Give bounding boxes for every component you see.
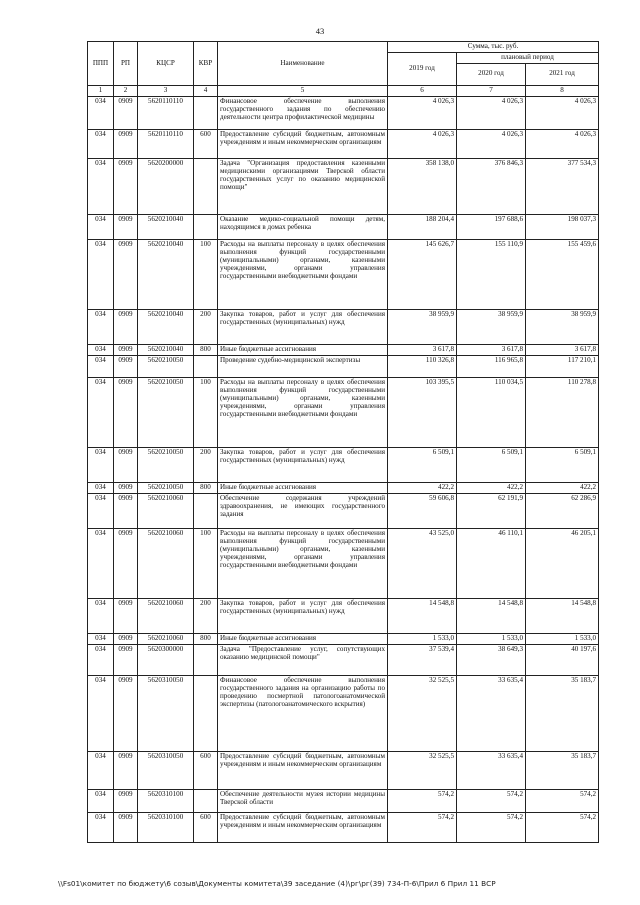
cell-ppp: 034 [88,447,114,482]
cell-2019: 37 539,4 [388,644,457,675]
cell-kvr: 200 [194,598,218,633]
table-row [88,239,599,309]
cell-ppp: 034 [88,598,114,633]
cell-kvr [194,355,218,377]
cell-name: Оказание медико-социальной помощи детям, находящимся в домах ребенка [218,214,388,239]
cell-2020: 110 034,5 [457,377,526,447]
cell-kvr: 800 [194,344,218,355]
cell-2021: 110 278,8 [526,377,599,447]
cell-2019: 4 026,3 [388,129,457,158]
cell-2019: 32 525,5 [388,675,457,751]
column-number: 3 [138,85,194,96]
cell-kvr: 100 [194,239,218,309]
cell-2021: 574,2 [526,789,599,812]
table-row [88,789,599,812]
cell-2021: 4 026,3 [526,129,599,158]
cell-2021: 198 037,3 [526,214,599,239]
cell-kcsr: 5620210060 [138,528,194,598]
cell-kcsr: 5620210040 [138,344,194,355]
cell-kvr [194,789,218,812]
cell-2019: 358 138,0 [388,158,457,214]
cell-2021: 62 286,9 [526,493,599,528]
table-row [88,158,599,214]
table-row [88,598,599,633]
cell-ppp: 034 [88,528,114,598]
cell-2020: 33 635,4 [457,751,526,789]
cell-ppp: 034 [88,633,114,644]
cell-2019: 4 026,3 [388,96,457,129]
cell-kvr: 100 [194,528,218,598]
column-numbers-row [88,85,599,96]
column-number: 2 [114,85,138,96]
table-row [88,493,599,528]
column-number: 4 [194,85,218,96]
cell-2021: 38 959,9 [526,309,599,344]
cell-kvr: 200 [194,309,218,344]
cell-ppp: 034 [88,96,114,129]
table-row [88,751,599,789]
header-kcsr: КЦСР [138,42,194,86]
cell-rp: 0909 [114,812,138,842]
cell-rp: 0909 [114,528,138,598]
cell-ppp: 034 [88,644,114,675]
budget-table [87,41,599,843]
cell-2021: 117 210,1 [526,355,599,377]
cell-kvr: 100 [194,377,218,447]
cell-name: Закупка товаров, работ и услуг для обеспечения государственных (муниципальных) нужд [218,309,388,344]
cell-rp: 0909 [114,377,138,447]
cell-2019: 1 533,0 [388,633,457,644]
cell-kcsr: 5620210050 [138,447,194,482]
table-row [88,344,599,355]
cell-rp: 0909 [114,344,138,355]
cell-2020: 62 191,9 [457,493,526,528]
column-number: 6 [388,85,457,96]
header-rp: РП [114,42,138,86]
cell-rp: 0909 [114,482,138,493]
table-row [88,377,599,447]
cell-2021: 35 183,7 [526,751,599,789]
cell-rp: 0909 [114,493,138,528]
table-row [88,309,599,344]
cell-rp: 0909 [114,789,138,812]
page-number: 43 [315,26,325,36]
header-sum: Сумма, тыс. руб. [388,42,599,53]
cell-ppp: 034 [88,129,114,158]
cell-name: Задача "Предоставление услуг, сопутствующих оказанию медицинской помощи" [218,644,388,675]
header-planned-period: плановый период [457,53,599,64]
cell-rp: 0909 [114,129,138,158]
cell-2019: 6 509,1 [388,447,457,482]
cell-ppp: 034 [88,377,114,447]
cell-ppp: 034 [88,482,114,493]
table-row [88,675,599,751]
cell-ppp: 034 [88,812,114,842]
cell-kvr [194,96,218,129]
cell-2021: 6 509,1 [526,447,599,482]
header-2019: 2019 год [388,53,457,86]
cell-ppp: 034 [88,675,114,751]
cell-name: Иные бюджетные ассигнования [218,633,388,644]
cell-kvr [194,675,218,751]
header-2020: 2020 год [457,63,526,85]
cell-kcsr: 5620310050 [138,751,194,789]
cell-name: Финансовое обеспечение выполнения государственного задания на организацию работы по проведению посмертной патологоанатомической экспертизы (патологоанатомического вскрытия) [218,675,388,751]
cell-2020: 422,2 [457,482,526,493]
cell-2019: 14 548,8 [388,598,457,633]
cell-2021: 14 548,8 [526,598,599,633]
cell-2021: 155 459,6 [526,239,599,309]
cell-2019: 422,2 [388,482,457,493]
cell-2020: 197 688,6 [457,214,526,239]
table-row [88,355,599,377]
cell-rp: 0909 [114,96,138,129]
cell-2021: 574,2 [526,812,599,842]
cell-kvr [194,493,218,528]
cell-2021: 1 533,0 [526,633,599,644]
column-number: 1 [88,85,114,96]
cell-kcsr: 5620210060 [138,633,194,644]
header-ppp: ППП [88,42,114,86]
table-row [88,482,599,493]
cell-rp: 0909 [114,239,138,309]
cell-rp: 0909 [114,447,138,482]
cell-rp: 0909 [114,644,138,675]
cell-ppp: 034 [88,493,114,528]
cell-rp: 0909 [114,214,138,239]
cell-name: Обеспечение содержания учреждений здравоохранения, не имеющих государственного задания [218,493,388,528]
cell-name: Иные бюджетные ассигнования [218,482,388,493]
cell-2019: 32 525,5 [388,751,457,789]
cell-name: Предоставление субсидий бюджетным, автономным учреждениям и иным некоммерческим организациям [218,812,388,842]
cell-ppp: 034 [88,355,114,377]
cell-kcsr: 5620300000 [138,644,194,675]
cell-ppp: 034 [88,344,114,355]
cell-2019: 103 395,5 [388,377,457,447]
cell-name: Расходы на выплаты персоналу в целях обеспечения выполнения функций государственными (муниципальными) органами, казенными учреждениями, органами управления государственными внебюджетными фондами [218,377,388,447]
cell-kvr: 600 [194,812,218,842]
column-number: 5 [218,85,388,96]
cell-2019: 574,2 [388,789,457,812]
table-row [88,644,599,675]
cell-2020: 1 533,0 [457,633,526,644]
cell-2019: 43 525,0 [388,528,457,598]
cell-2019: 188 204,4 [388,214,457,239]
cell-kvr: 800 [194,482,218,493]
cell-ppp: 034 [88,214,114,239]
cell-rp: 0909 [114,675,138,751]
cell-kvr: 200 [194,447,218,482]
cell-2021: 46 205,1 [526,528,599,598]
cell-name: Проведение судебно-медицинской экспертизы [218,355,388,377]
cell-2019: 3 617,8 [388,344,457,355]
cell-name: Расходы на выплаты персоналу в целях обеспечения выполнения функций государственными (муниципальными) органами, казенными учреждениями, органами управления государственными внебюджетными фондами [218,528,388,598]
cell-2021: 4 026,3 [526,96,599,129]
cell-2021: 3 617,8 [526,344,599,355]
cell-name: Задача "Организация предоставления казенными медицинскими организациями Тверской области государственных услуг по оказанию медицинской помощи" [218,158,388,214]
header-name: Наименование [218,42,388,86]
cell-kcsr: 5620210050 [138,355,194,377]
cell-2019: 59 606,8 [388,493,457,528]
cell-ppp: 034 [88,309,114,344]
cell-rp: 0909 [114,309,138,344]
cell-2019: 574,2 [388,812,457,842]
cell-2019: 38 959,9 [388,309,457,344]
cell-kcsr: 5620210050 [138,377,194,447]
cell-kcsr: 5620110110 [138,96,194,129]
table-row [88,812,599,842]
cell-2021: 35 183,7 [526,675,599,751]
cell-2020: 33 635,4 [457,675,526,751]
cell-2020: 38 959,9 [457,309,526,344]
cell-2020: 376 846,3 [457,158,526,214]
cell-name: Обеспечение деятельности музея истории медицины Тверской области [218,789,388,812]
cell-rp: 0909 [114,355,138,377]
header-2021: 2021 год [526,63,599,85]
cell-2020: 38 649,3 [457,644,526,675]
table-row [88,633,599,644]
cell-kvr: 800 [194,633,218,644]
cell-2021: 377 534,3 [526,158,599,214]
table-row [88,447,599,482]
cell-kcsr: 5620210060 [138,493,194,528]
cell-name: Расходы на выплаты персоналу в целях обеспечения выполнения функций государственными (муниципальными) органами, казенными учреждениями, органами управления государственными внебюджетными фондами [218,239,388,309]
cell-kcsr: 5620210040 [138,239,194,309]
header-kvr: КВР [194,42,218,86]
cell-kvr: 600 [194,751,218,789]
table-row [88,129,599,158]
cell-ppp: 034 [88,158,114,214]
cell-2020: 574,2 [457,812,526,842]
cell-kcsr: 5620310100 [138,789,194,812]
cell-2021: 40 197,6 [526,644,599,675]
cell-kcsr: 5620210040 [138,214,194,239]
column-number: 8 [526,85,599,96]
cell-2020: 4 026,3 [457,96,526,129]
cell-ppp: 034 [88,239,114,309]
cell-kcsr: 5620210050 [138,482,194,493]
cell-kvr: 600 [194,129,218,158]
column-number: 7 [457,85,526,96]
cell-kcsr: 5620210040 [138,309,194,344]
cell-kvr [194,214,218,239]
cell-kcsr: 5620200000 [138,158,194,214]
cell-name: Иные бюджетные ассигнования [218,344,388,355]
footer-file-path: \\Fs01\комитет по бюджету\6 созыв\Документы комитета\39 заседание (4)\рг\рг(39) 734-П-6\Прил 6 Прил 11 ВСР [58,879,496,888]
table-row [88,96,599,129]
cell-name: Предоставление субсидий бюджетным, автономным учреждениям и иным некоммерческим организациям [218,129,388,158]
cell-ppp: 034 [88,751,114,789]
cell-rp: 0909 [114,598,138,633]
cell-2020: 155 110,9 [457,239,526,309]
cell-2020: 46 110,1 [457,528,526,598]
cell-rp: 0909 [114,158,138,214]
cell-name: Финансовое обеспечение выполнения государственного задания по обеспечению деятельности центра профилактической медицины [218,96,388,129]
cell-kvr [194,158,218,214]
cell-2019: 145 626,7 [388,239,457,309]
cell-2020: 14 548,8 [457,598,526,633]
cell-ppp: 034 [88,789,114,812]
cell-2020: 4 026,3 [457,129,526,158]
cell-kcsr: 5620310050 [138,675,194,751]
cell-kcsr: 5620310100 [138,812,194,842]
cell-kvr [194,644,218,675]
cell-name: Предоставление субсидий бюджетным, автономным учреждениям и иным некоммерческим организациям [218,751,388,789]
cell-rp: 0909 [114,751,138,789]
table-row [88,214,599,239]
cell-rp: 0909 [114,633,138,644]
cell-2020: 116 965,8 [457,355,526,377]
cell-2020: 3 617,8 [457,344,526,355]
cell-name: Закупка товаров, работ и услуг для обеспечения государственных (муниципальных) нужд [218,598,388,633]
cell-name: Закупка товаров, работ и услуг для обеспечения государственных (муниципальных) нужд [218,447,388,482]
cell-2021: 422,2 [526,482,599,493]
table-row [88,528,599,598]
cell-2020: 6 509,1 [457,447,526,482]
cell-kcsr: 5620210060 [138,598,194,633]
cell-2020: 574,2 [457,789,526,812]
cell-kcsr: 5620110110 [138,129,194,158]
cell-2019: 110 326,8 [388,355,457,377]
